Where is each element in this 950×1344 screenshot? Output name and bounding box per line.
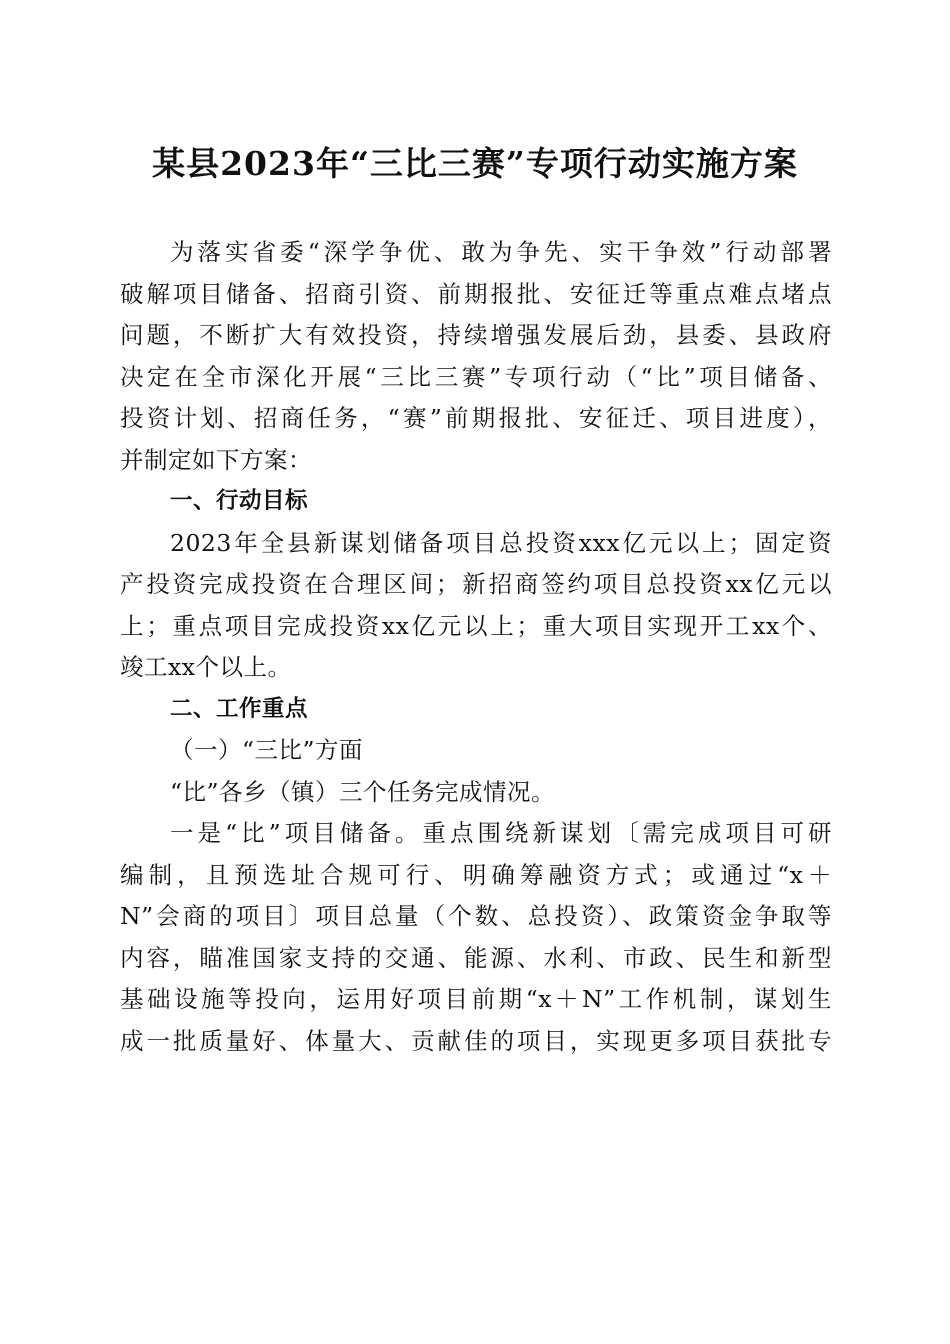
text-line: 内容，瞄准国家支持的交通、能源、水利、市政、民生和新型 xyxy=(120,943,832,972)
text-line: 并制定如下方案： xyxy=(120,445,312,474)
text-line: 编制，且预选址合规可行、明确筹融资方式；或通过“x＋ xyxy=(120,860,832,889)
section1-paragraph xyxy=(120,523,832,689)
section-heading: 二、工作重点 xyxy=(170,695,309,722)
item1-paragraph xyxy=(120,813,832,1062)
document-body xyxy=(120,232,832,1062)
text-line: 投资计划、招商任务，“赛”前期报批、安征迁、项目进度）， xyxy=(120,404,832,432)
text-line: 决定在全市深化开展“三比三赛”专项行动（“比”项目储备、 xyxy=(120,362,832,391)
text-line: “比”各乡（镇）三个任务完成情况。 xyxy=(170,777,556,806)
text-line: 问题，不断扩大有效投资，持续增强发展后劲，县委、县政府 xyxy=(120,321,832,349)
document-title: 某县2023年“三比三赛”专项行动实施方案 xyxy=(152,144,798,183)
intro-paragraph xyxy=(120,232,832,481)
text-line: 竣工xx个以上。 xyxy=(120,653,292,681)
text-line: 一是“比”项目储备。重点围绕新谋划〔需完成项目可研 xyxy=(170,819,832,847)
text-line: 2023年全县新谋划储备项目总投资xxx亿元以上；固定资 xyxy=(170,528,832,557)
text-line: 成一批质量好、体量大、贡献佳的项目，实现更多项目获批专 xyxy=(120,1026,832,1055)
text-line: 破解项目储备、招商引资、前期报批、安征迁等重点难点堵点 xyxy=(120,279,832,308)
section-heading: 一、行动目标 xyxy=(170,488,309,514)
text-line: 为落实省委“深学争优、敢为争先、实干争效”行动部署 xyxy=(170,238,832,266)
subsection-heading: （一）“三比”方面 xyxy=(170,736,364,764)
text-line: 基础设施等投向，运用好项目前期“x＋N”工作机制，谋划生 xyxy=(120,985,832,1013)
text-line: 产投资完成投资在合理区间；新招商签约项目总投资xx亿元以 xyxy=(120,570,832,598)
text-line: N”会商的项目〕项目总量（个数、总投资）、政策资金争取等 xyxy=(120,902,832,930)
text-line: 上；重点项目完成投资xx亿元以上；重大项目实现开工xx个、 xyxy=(120,611,832,640)
